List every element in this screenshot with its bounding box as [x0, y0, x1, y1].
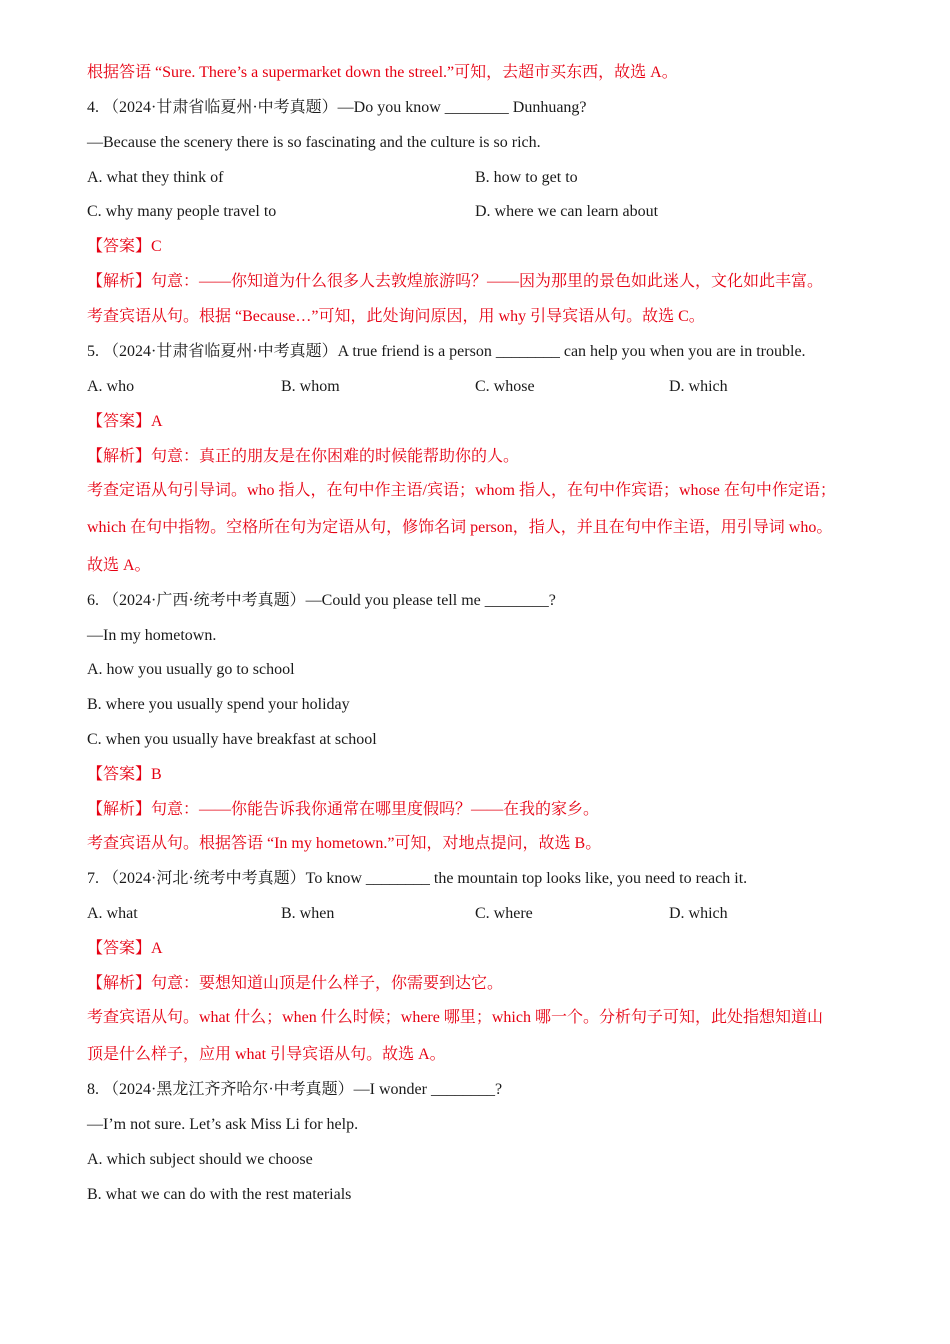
q5-stem: 5. （2024·甘肃省临夏州·中考真题）A true friend is a person ________ can help you when you are in trouble. [87, 343, 806, 360]
q5-option-c: C. whose [475, 378, 535, 395]
q4-answer: 【答案】C [87, 238, 162, 255]
q7-option-b: B. when [281, 905, 335, 922]
q6-option-b: B. where you usually spend your holiday [87, 696, 350, 713]
q5-explanation-2: 考查定语从句引导词。who 指人，在句中作主语/宾语；whom 指人，在句中作宾语；whose 在句中作定语； [87, 482, 836, 499]
q4-option-b: B. how to get to [475, 169, 578, 186]
q7-stem: 7. （2024·河北·统考中考真题）To know ________ the mountain top looks like, you need to reach it. [87, 870, 748, 887]
q7-option-d: D. which [669, 905, 728, 922]
q7-explanation-2: 考查宾语从句。what 什么；when 什么时候；where 哪里；which 哪一个。分析句子可知，此处指想知道山 [87, 1009, 823, 1026]
q7-answer: 【答案】A [87, 940, 163, 957]
q5-explanation-4: 故选 A。 [87, 557, 151, 574]
q3-explanation-line: 根据答语 “Sure. There’s a supermarket down the streel.”可知，去超市买东西，故选 A。 [87, 64, 678, 81]
q6-answer: 【答案】B [87, 766, 162, 783]
q5-explanation-1: 【解析】句意：真正的朋友是在你困难的时候能帮助你的人。 [87, 448, 520, 465]
q4-stem: 4. （2024·甘肃省临夏州·中考真题）—Do you know ________ Dunhuang? [87, 99, 587, 116]
q4-explanation-2: 考查宾语从句。根据 “Because…”可知，此处询问原因，用 why 引导宾语从句。故选 C。 [87, 308, 705, 325]
q4-option-a: A. what they think of [87, 169, 224, 186]
q6-option-a: A. how you usually go to school [87, 661, 295, 678]
q6-stem: 6. （2024·广西·统考中考真题）—Could you please tell me ________? [87, 592, 556, 609]
q5-explanation-3: which 在句中指物。空格所在句为定语从句，修饰名词 person，指人，并且在句中作主语，用引导词 who。 [87, 519, 833, 536]
q7-explanation-3: 顶是什么样子，应用 what 引导宾语从句。故选 A。 [87, 1046, 446, 1063]
q5-option-a: A. who [87, 378, 135, 395]
q4-option-c: C. why many people travel to [87, 203, 277, 220]
q8-reply: —I’m not sure. Let’s ask Miss Li for help. [87, 1116, 359, 1133]
q4-reply: —Because the scenery there is so fascinating and the culture is so rich. [87, 134, 541, 151]
q8-option-a: A. which subject should we choose [87, 1151, 313, 1168]
q6-explanation-1: 【解析】句意：——你能告诉我你通常在哪里度假吗？——在我的家乡。 [87, 801, 600, 818]
q8-stem: 8. （2024·黑龙江齐齐哈尔·中考真题）—I wonder ________? [87, 1081, 503, 1098]
q4-explanation-1: 【解析】句意：——你知道为什么很多人去敦煌旅游吗？——因为那里的景色如此迷人，文化如此丰富。 [87, 273, 824, 290]
q7-option-c: C. where [475, 905, 533, 922]
q4-option-d: D. where we can learn about [475, 203, 659, 220]
q6-explanation-2: 考查宾语从句。根据答语 “In my hometown.”可知，对地点提问，故选 B。 [87, 835, 602, 852]
q5-option-d: D. which [669, 378, 728, 395]
q8-option-b: B. what we can do with the rest materials [87, 1186, 352, 1203]
q7-option-a: A. what [87, 905, 138, 922]
q6-option-c: C. when you usually have breakfast at school [87, 731, 377, 748]
q7-explanation-1: 【解析】句意：要想知道山顶是什么样子，你需要到达它。 [87, 975, 504, 992]
q5-option-b: B. whom [281, 378, 340, 395]
q5-answer: 【答案】A [87, 413, 163, 430]
q6-reply: —In my hometown. [87, 627, 217, 644]
